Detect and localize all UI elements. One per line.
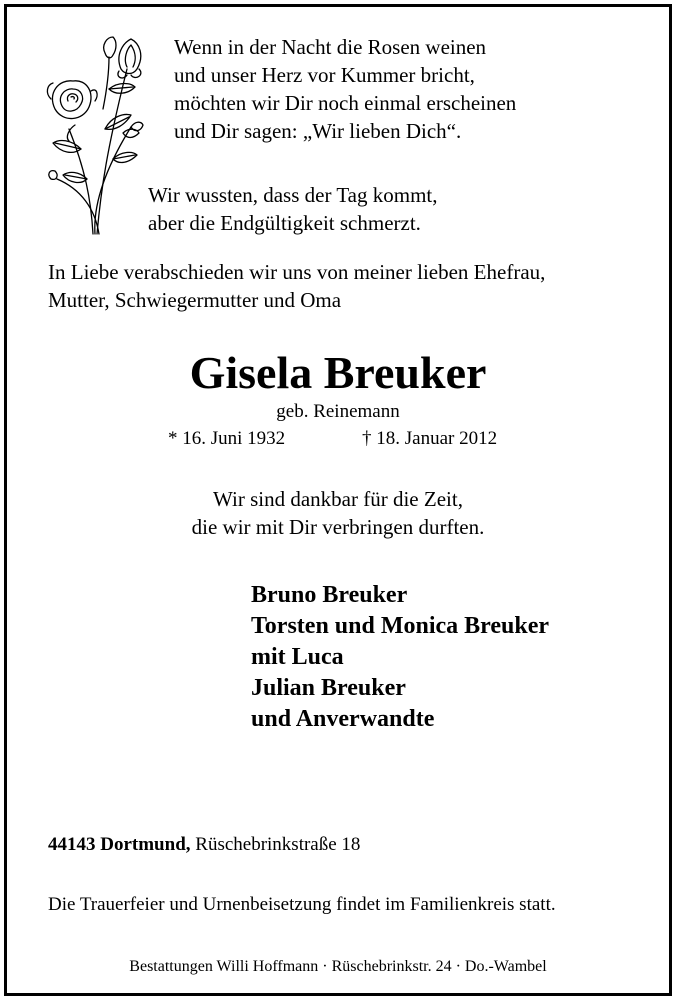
mourners-list: [251, 580, 549, 735]
mourner-name: und Anverwandte: [251, 706, 435, 732]
verse-line: aber die Endgültigkeit schmerzt.: [148, 211, 421, 235]
mourner-name: mit Luca: [251, 644, 344, 670]
mourner-address: [48, 833, 360, 857]
birth-name: geb. Reinemann: [276, 401, 400, 422]
obituary-card: [4, 4, 672, 996]
mourner-name: Torsten und Monica Breuker: [251, 613, 550, 639]
poem-line: Wenn in der Nacht die Rosen weinen: [174, 35, 487, 59]
rose-illustration-icon: [35, 29, 155, 239]
poem-line: möchten wir Dir noch einmal erscheinen: [174, 91, 517, 115]
undertaker-footer: Bestattungen Willi Hoffmann · Rüschebrinkstr. 24 · Do.-Wambel: [129, 958, 547, 975]
birth-date: * 16. Juni 1932: [168, 428, 286, 449]
ceremony-notice: Die Trauerfeier und Urnenbeisetzung findet im Familienkreis statt.: [48, 894, 556, 915]
mourner-name: Bruno Breuker: [251, 582, 408, 608]
thanks-verse: [7, 485, 669, 541]
poem-line: und Dir sagen: „Wir lieben Dich“.: [174, 119, 462, 143]
intro-line: In Liebe verabschieden wir uns von meiner lieben Ehefrau,: [48, 260, 546, 284]
death-date: † 18. Januar 2012: [362, 428, 498, 449]
thanks-line: die wir mit Dir verbringen durften.: [191, 515, 485, 539]
deceased-name: Gisela Breuker: [189, 347, 487, 398]
mourner-name: Julian Breuker: [251, 675, 406, 701]
second-verse: [148, 181, 438, 237]
thanks-line: Wir sind dankbar für die Zeit,: [213, 487, 463, 511]
verse-line: Wir wussten, dass der Tag kommt,: [148, 183, 438, 207]
address-street: Rüschebrinkstraße 18: [195, 834, 361, 855]
poem-line: und unser Herz vor Kummer bricht,: [174, 63, 475, 87]
intro-line: Mutter, Schwiegermutter und Oma: [48, 288, 342, 312]
farewell-intro: [48, 258, 545, 314]
address-city: 44143 Dortmund,: [48, 834, 191, 855]
poem: [174, 33, 516, 145]
